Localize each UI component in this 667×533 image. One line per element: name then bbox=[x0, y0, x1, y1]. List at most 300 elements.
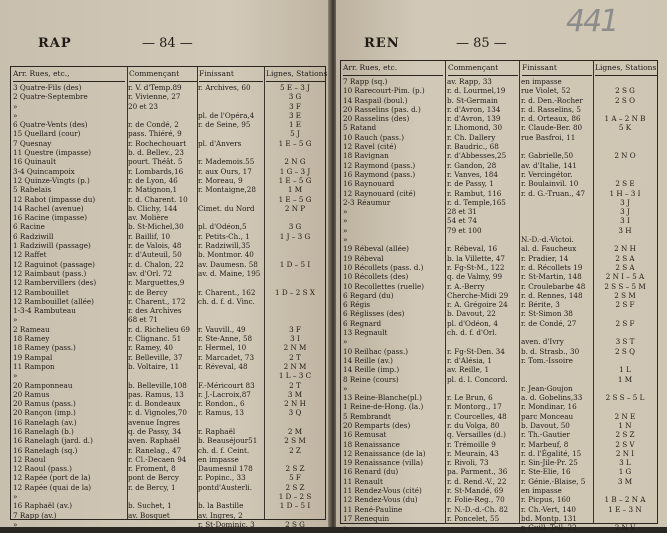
table-row bbox=[11, 408, 325, 417]
end-point: r. Popinc., 33 bbox=[198, 473, 246, 483]
start-point: av. Bosquet bbox=[128, 510, 170, 520]
line-station: 2 N P bbox=[284, 203, 306, 213]
table-row bbox=[11, 436, 325, 445]
line-station: 2 T bbox=[289, 352, 301, 362]
street-name: 12 Raymond (pass.) bbox=[343, 160, 416, 170]
start-point: pa. Parment., 36 bbox=[447, 467, 508, 477]
table-row bbox=[11, 185, 325, 194]
table-row bbox=[341, 309, 657, 318]
line-station: 2 S S – 5 M bbox=[604, 281, 646, 291]
table-row bbox=[11, 446, 325, 455]
start-point: r. d. Lourmel,19 bbox=[447, 86, 506, 96]
start-point: r. Lhomond, 30 bbox=[447, 123, 503, 133]
street-name: 12 Rapée (quai de la) bbox=[13, 482, 92, 492]
street-name: 12 Renaissance (de la) bbox=[343, 448, 426, 458]
line-station: 1 G – 3 J bbox=[279, 166, 311, 176]
end-point: r. Guill.-Tell, 22 bbox=[521, 523, 577, 533]
street-name: 16 Remusat bbox=[343, 430, 387, 440]
end-point: r. Bérite, 3 bbox=[521, 300, 560, 310]
table-row bbox=[341, 282, 657, 291]
table-row bbox=[341, 189, 657, 198]
table-row bbox=[341, 319, 657, 328]
start-point: r. d'Abbesses,25 bbox=[447, 151, 507, 161]
street-name: 16 Raynouard bbox=[343, 179, 395, 189]
street-name: 20 Ramponneau bbox=[13, 380, 73, 390]
end-point: r. de Condé, 27 bbox=[521, 318, 577, 328]
line-station: 1 D – 5 I bbox=[279, 259, 311, 269]
end-point: r. Ste-Elie, 16 bbox=[521, 467, 571, 477]
end-point: r. Claude-Ber. 80 bbox=[521, 123, 583, 133]
end-point: r. d. Récollets 19 bbox=[521, 262, 583, 272]
table-row bbox=[11, 269, 325, 278]
street-name: 16 Ranelagh (av.) bbox=[13, 417, 77, 427]
start-point: r. Belleville, 37 bbox=[128, 352, 183, 362]
table-row bbox=[341, 467, 657, 476]
start-point: b. la Villette, 47 bbox=[447, 253, 505, 263]
start-point: r. Courcelles, 48 bbox=[447, 411, 507, 421]
street-name: 12 Ravel (cité) bbox=[343, 142, 397, 152]
table-row bbox=[11, 111, 325, 120]
start-point: r. Charent., 172 bbox=[128, 296, 186, 306]
street-name: 12 Rapée (port de la) bbox=[13, 473, 91, 483]
table-row bbox=[11, 381, 325, 390]
start-point: r. Fg-St-M., 122 bbox=[447, 262, 505, 272]
street-name: 5 Ratand bbox=[343, 123, 377, 133]
table-row bbox=[11, 520, 325, 529]
street-name: 16 Renard (du) bbox=[343, 467, 399, 477]
street-name: 16 Ranelagh (b.) bbox=[13, 426, 74, 436]
line-station: 3 J bbox=[620, 207, 630, 217]
table-row bbox=[11, 213, 325, 222]
line-station: 2 S Q bbox=[615, 346, 635, 356]
line-station: 2 S V bbox=[615, 439, 635, 449]
table-row bbox=[341, 337, 657, 346]
street-name: 12 Rambouillet (allée) bbox=[13, 296, 94, 306]
end-point: r. Ste-Anne, 58 bbox=[198, 334, 253, 344]
street-name: 11 Questre (impasse) bbox=[13, 148, 91, 158]
start-point: b. Clichy, 144 bbox=[128, 203, 178, 213]
street-name: 6 Regard (du) bbox=[343, 290, 394, 300]
start-point: r. Baillif, 10 bbox=[128, 231, 171, 241]
table-row bbox=[11, 250, 325, 259]
table-row bbox=[11, 334, 325, 343]
start-point: r. Montorg., 17 bbox=[447, 402, 502, 412]
end-point: b. Davout, 50 bbox=[521, 420, 570, 430]
end-point: r. Vauvill., 49 bbox=[198, 324, 246, 334]
street-name: » bbox=[343, 383, 348, 393]
end-point: r. J.-Lacroix,87 bbox=[198, 389, 251, 399]
start-point: r. Vivienne, 27 bbox=[128, 92, 181, 102]
start-point: r. du Volga, 80 bbox=[447, 420, 500, 430]
street-name: 20 Rasselins (pas. d.) bbox=[343, 104, 421, 114]
street-name: 7 Quesnay bbox=[13, 138, 52, 148]
street-name: 14 Rachel (avenue) bbox=[13, 203, 84, 213]
line-station: 1 A – 2 N B bbox=[604, 114, 646, 124]
street-name: 6 Radziwill bbox=[13, 231, 54, 241]
table-row bbox=[341, 226, 657, 235]
table-row bbox=[11, 102, 325, 111]
table-row bbox=[11, 241, 325, 250]
start-point: r. de Valois, 48 bbox=[128, 241, 182, 251]
end-point: r. Ch.-Vert, 140 bbox=[521, 504, 576, 514]
street-name: 16 Racine (impasse) bbox=[13, 213, 88, 223]
end-point: pl. de l'Opéra,4 bbox=[198, 110, 255, 120]
start-point: r. Meurain, 43 bbox=[447, 448, 499, 458]
right-col-lines: Lignes, Stations bbox=[595, 61, 657, 76]
end-point: r. Charent., 162 bbox=[198, 287, 256, 297]
line-station: 1 E – 5 G bbox=[278, 194, 312, 204]
table-row bbox=[11, 418, 325, 427]
table-row bbox=[341, 356, 657, 365]
start-point: pas. Ramus, 13 bbox=[128, 389, 184, 399]
line-station: 2 M bbox=[287, 426, 303, 436]
end-point: Daumesnil 178 bbox=[198, 464, 253, 474]
street-name: 10 Reilhac (pass.) bbox=[343, 346, 409, 356]
start-point: q. Versailles (d.) bbox=[447, 430, 506, 440]
line-station: 2 S O bbox=[615, 95, 635, 105]
start-point: 28 et 31 bbox=[447, 207, 478, 217]
end-point: ch. d. f. Ceint. bbox=[198, 445, 250, 455]
table-row bbox=[341, 272, 657, 281]
end-point: r. Marbeuf, 8 bbox=[521, 439, 569, 449]
table-row bbox=[11, 195, 325, 204]
end-point: av. Ingres, 2 bbox=[198, 510, 243, 520]
start-point: pont de Bercy bbox=[128, 473, 179, 483]
end-point: pl. d'Odéon,5 bbox=[198, 222, 247, 232]
start-point: r. de Condé, 2 bbox=[128, 120, 179, 130]
street-name: » bbox=[343, 216, 348, 226]
table-row bbox=[341, 365, 657, 374]
street-name: 16 Raphaël (av.) bbox=[13, 501, 73, 511]
street-name: 12 Quinze-Vingts (p.) bbox=[13, 175, 90, 185]
start-point: av. Rapp, 33 bbox=[447, 77, 492, 86]
table-row bbox=[11, 362, 325, 371]
start-point: r. Rivoli, 73 bbox=[447, 458, 489, 468]
table-row bbox=[11, 511, 325, 520]
start-point: 68 et 71 bbox=[128, 315, 159, 325]
line-station: 1 J – 3 G bbox=[279, 231, 311, 241]
line-station: 2 S Z bbox=[285, 464, 305, 474]
table-row bbox=[341, 216, 657, 225]
table-row bbox=[11, 353, 325, 362]
table-row bbox=[341, 161, 657, 170]
street-name: » bbox=[343, 235, 348, 245]
street-name: » bbox=[13, 492, 18, 502]
end-point: pl. d'Anvers bbox=[198, 138, 242, 148]
end-point: b. la Bastille bbox=[198, 501, 244, 511]
left-col-end: Finissant bbox=[199, 67, 263, 82]
street-name: 5 Rembrandt bbox=[343, 411, 391, 421]
table-row bbox=[341, 477, 657, 486]
line-station: 1 L bbox=[619, 365, 631, 375]
line-station: 5 F bbox=[289, 473, 301, 483]
line-station: 3 S T bbox=[615, 337, 635, 347]
handwritten-mark: 441 bbox=[566, 4, 618, 39]
street-name: 20 Rançon (imp.) bbox=[13, 408, 76, 418]
start-point: pass. Thiéré, 9 bbox=[128, 129, 182, 139]
street-name: 10 Rarecourt-Pim. (p.) bbox=[343, 86, 425, 96]
line-station: 3 Q bbox=[288, 408, 302, 418]
line-station: 1 D – 2 S X bbox=[275, 287, 315, 297]
street-name: 16 Ranelagh (sq.) bbox=[13, 445, 78, 455]
start-point: r. Rochechouart bbox=[128, 138, 187, 148]
street-name: 11 Rendez-Vous (cité) bbox=[343, 486, 422, 496]
table-row bbox=[11, 483, 325, 492]
start-point: r. Ramey, 40 bbox=[128, 343, 173, 353]
street-name: 14 Reille (av.) bbox=[343, 355, 393, 365]
right-header-word: REN bbox=[364, 36, 400, 51]
end-point: r. Moreau, 9 bbox=[198, 175, 243, 185]
table-row bbox=[341, 458, 657, 467]
table-row bbox=[341, 123, 657, 132]
end-point: parc Monceau bbox=[521, 411, 574, 421]
right-running-header bbox=[364, 36, 400, 51]
street-name: 20 Rasselins (des) bbox=[343, 114, 410, 124]
end-point: r. d. Den.-Rocher bbox=[521, 95, 583, 105]
street-name: 6 Regnard bbox=[343, 318, 382, 328]
street-name: » bbox=[343, 225, 348, 235]
line-station: 2 Z bbox=[289, 445, 301, 455]
table-row bbox=[11, 222, 325, 231]
street-name: 19 Rampal bbox=[13, 352, 53, 362]
end-point: en impasse bbox=[521, 486, 562, 496]
start-point: r. d. Bondeaux bbox=[128, 399, 181, 409]
start-point: ch. d. f. d'Orl. bbox=[447, 328, 497, 338]
start-point: r. Clignanc. 51 bbox=[128, 334, 182, 344]
start-point: av. Reille, 1 bbox=[447, 365, 490, 375]
street-name: 10 Récollets (pass. d.) bbox=[343, 262, 424, 272]
street-name: 6 Racine bbox=[13, 222, 45, 232]
line-station: 2 S A bbox=[615, 253, 635, 263]
start-point: r. A.-Berry bbox=[447, 281, 485, 291]
table-row bbox=[341, 207, 657, 216]
start-point: r. Gandon, 28 bbox=[447, 160, 497, 170]
street-name: 11 Renault bbox=[343, 476, 383, 486]
end-point: F.-Méricourt 83 bbox=[198, 380, 255, 390]
start-point: r. Trémoille 9 bbox=[447, 439, 496, 449]
line-station: 5 K bbox=[618, 123, 632, 133]
end-point: r. St-Simon 38 bbox=[521, 309, 573, 319]
start-point: r. Cl.-Decaen 94 bbox=[128, 454, 187, 464]
table-row bbox=[11, 325, 325, 334]
line-station: 1 E – 5 G bbox=[278, 138, 312, 148]
street-name: 6 Régis bbox=[343, 300, 371, 310]
end-point: al. d. Faucheux bbox=[521, 244, 577, 254]
street-name: » bbox=[13, 371, 18, 381]
street-name: 6 Quatre-Vents (des) bbox=[13, 120, 88, 130]
start-point: r. Froment, 8 bbox=[128, 464, 176, 474]
table-row bbox=[11, 120, 325, 129]
street-name: 7 Rapp (sq.) bbox=[343, 77, 388, 86]
table-row bbox=[341, 244, 657, 253]
street-name: 17 Renequin bbox=[343, 513, 390, 523]
start-point: b. Voltaire, 11 bbox=[128, 361, 180, 371]
start-point: r. d. Vignoles,70 bbox=[128, 408, 187, 418]
line-station: 1 M bbox=[287, 185, 303, 195]
start-point: r. Marguettes,9 bbox=[128, 278, 185, 288]
left-running-header bbox=[38, 36, 72, 51]
start-point: r. d'Auteuil, 50 bbox=[128, 250, 182, 260]
line-station: 2 S E bbox=[615, 179, 635, 189]
table-row bbox=[341, 347, 657, 356]
right-table bbox=[340, 60, 658, 533]
line-station: 3 G bbox=[288, 222, 302, 232]
start-point: r. d'Alésia, 1 bbox=[447, 355, 492, 365]
end-point: r. Petits-Ch., 1 bbox=[198, 231, 250, 241]
line-station: 2 N V bbox=[614, 523, 636, 533]
line-station: 3 E bbox=[288, 110, 302, 120]
start-point: r. Matignon,1 bbox=[128, 185, 178, 195]
street-name: 20 Ramus bbox=[13, 389, 50, 399]
end-point: r. Hermel, 10 bbox=[198, 343, 247, 353]
start-point: b. d. Bellev., 23 bbox=[128, 148, 184, 158]
right-col-streets: Arr. Rues, etc. bbox=[343, 61, 443, 76]
left-table bbox=[10, 66, 328, 529]
street-name: 12 Raoul bbox=[13, 454, 46, 464]
end-point: r. Tom.-Issoire bbox=[521, 355, 573, 365]
start-point: r. d'Avron, 139 bbox=[447, 114, 501, 124]
line-station: 2 S G bbox=[615, 86, 635, 96]
line-station: 2 S M bbox=[614, 290, 636, 300]
street-name: 18 Ravignan bbox=[343, 151, 389, 161]
line-station: 1 G bbox=[618, 467, 632, 477]
table-row bbox=[11, 492, 325, 501]
table-row bbox=[341, 384, 657, 393]
line-station: 1 M bbox=[617, 374, 633, 384]
street-name: 18 Ramey (pass.) bbox=[13, 343, 76, 353]
end-point: b. Beauséjour51 bbox=[198, 436, 258, 446]
end-point: r. Marcadet, 73 bbox=[198, 352, 255, 362]
table-row bbox=[11, 167, 325, 176]
end-point: r. Th.-Gautier bbox=[521, 430, 570, 440]
end-point: av. d'Italie, 141 bbox=[521, 160, 577, 170]
line-station: 2 N O bbox=[614, 151, 636, 161]
street-name: 18 Ramey bbox=[13, 334, 50, 344]
table-row bbox=[11, 399, 325, 408]
start-point: r. Rébeval, 16 bbox=[447, 244, 498, 254]
table-row bbox=[11, 371, 325, 380]
start-point: r. N.-D.-d.-Ch. 82 bbox=[447, 504, 509, 514]
end-point: en impasse bbox=[521, 77, 562, 86]
table-row bbox=[341, 495, 657, 504]
table-row bbox=[341, 86, 657, 95]
street-name: 12 Raimbaut (pass.) bbox=[13, 268, 87, 278]
right-page bbox=[336, 0, 667, 533]
line-station: 1 E bbox=[288, 120, 302, 130]
street-name: 10 Rauch (pass.) bbox=[343, 132, 405, 142]
street-name: 10 Récollets (des) bbox=[343, 272, 409, 282]
table-row bbox=[11, 139, 325, 148]
left-col-lines: Lignes, Stations bbox=[266, 67, 326, 82]
table-row bbox=[11, 260, 325, 269]
table-row bbox=[341, 421, 657, 430]
street-name: 15 Quellard (cour) bbox=[13, 129, 81, 139]
end-point: av. d. Maine, 195 bbox=[198, 268, 261, 278]
table-row bbox=[341, 291, 657, 300]
start-point: av. Molière bbox=[128, 213, 169, 223]
end-point: r. d. Rennes, 148 bbox=[521, 290, 583, 300]
start-point: r. Baudric., 68 bbox=[447, 142, 499, 152]
end-point: r. Archives, 60 bbox=[198, 83, 251, 92]
street-name: 18 Renaissance bbox=[343, 439, 400, 449]
table-row bbox=[341, 133, 657, 142]
end-point: r. d. l'Égalité, 15 bbox=[521, 448, 582, 458]
table-row bbox=[11, 129, 325, 138]
street-name: 12 Rambervillers (des) bbox=[13, 278, 97, 288]
start-point: r. de Passy, 1 bbox=[447, 179, 494, 189]
line-station: 3 F bbox=[289, 101, 301, 111]
end-point: N.-D.-d.-Victoi. bbox=[521, 235, 574, 245]
line-station: 3 I bbox=[290, 334, 300, 344]
table-row bbox=[341, 235, 657, 244]
end-point: r. Mademois.55 bbox=[198, 157, 255, 167]
end-point: r. Réveval, 48 bbox=[198, 361, 248, 371]
line-station: 1 N bbox=[618, 420, 632, 430]
street-name: 5 Rabelais bbox=[13, 185, 52, 195]
table-row bbox=[11, 427, 325, 436]
line-station: 1 E – 3 N bbox=[608, 504, 642, 514]
street-name: » bbox=[13, 110, 18, 120]
start-point: r. Rambut, 116 bbox=[447, 188, 502, 198]
end-point: rue Basfroi, 11 bbox=[521, 132, 576, 142]
line-station: 3 J bbox=[620, 197, 630, 207]
line-station: 2 S Z bbox=[285, 482, 305, 492]
street-name: 1 Reine-de-Hong. (la.) bbox=[343, 402, 424, 412]
line-station: 3 F bbox=[289, 324, 301, 334]
street-name: 8 Reine (cours) bbox=[343, 374, 399, 384]
street-name: 12 Rambouillet bbox=[13, 287, 69, 297]
end-point: r. Pradier, 14 bbox=[521, 253, 569, 263]
street-name: 3-4 Quincampoix bbox=[13, 166, 75, 176]
table-row bbox=[11, 288, 325, 297]
table-row bbox=[341, 179, 657, 188]
start-point: r. Ch. Dallery bbox=[447, 132, 496, 142]
start-point: r. d'Avron, 134 bbox=[447, 104, 501, 114]
end-point: r. de Seine, 95 bbox=[198, 120, 251, 130]
street-name: 11 René-Pauline bbox=[343, 504, 403, 514]
line-station: 2 N M bbox=[283, 343, 307, 353]
street-name: » bbox=[343, 337, 348, 347]
table-row bbox=[11, 473, 325, 482]
end-point: b. d. Strasb., 30 bbox=[521, 346, 580, 356]
right-rows bbox=[341, 77, 657, 533]
end-point: bd. Montp. 131 bbox=[521, 513, 577, 523]
table-row bbox=[341, 440, 657, 449]
table-row bbox=[11, 501, 325, 510]
table-row bbox=[341, 300, 657, 309]
line-station: 3 M bbox=[287, 389, 303, 399]
street-name: 14 Reille (imp.) bbox=[343, 365, 400, 375]
line-station: 5 J bbox=[290, 129, 300, 139]
street-name: 1-3-4 Rambuteau bbox=[13, 306, 76, 316]
line-station: 2 S S – 5 L bbox=[605, 393, 645, 403]
street-name: 13 Regnault bbox=[343, 328, 388, 338]
table-row bbox=[341, 402, 657, 411]
start-point: r. de Bercy, 1 bbox=[128, 482, 176, 492]
start-point: b. Belleville,108 bbox=[128, 380, 187, 390]
line-station: 1 B – 2 N A bbox=[604, 495, 646, 505]
street-name: 2 Rameau bbox=[13, 324, 50, 334]
start-point: 54 et 74 bbox=[447, 216, 478, 226]
line-station: 3 H bbox=[618, 225, 632, 235]
street-name: 12 Rabot (impasse du) bbox=[13, 194, 96, 204]
start-point: 20 et 23 bbox=[128, 101, 159, 111]
end-point: ch. d. f. d. Vinc. bbox=[198, 296, 255, 306]
end-point: r. Croulebarbe 48 bbox=[521, 281, 586, 291]
end-point: r. St-Martin, 148 bbox=[521, 272, 582, 282]
table-row bbox=[341, 328, 657, 337]
start-point: r. Ranelag., 47 bbox=[128, 445, 182, 455]
